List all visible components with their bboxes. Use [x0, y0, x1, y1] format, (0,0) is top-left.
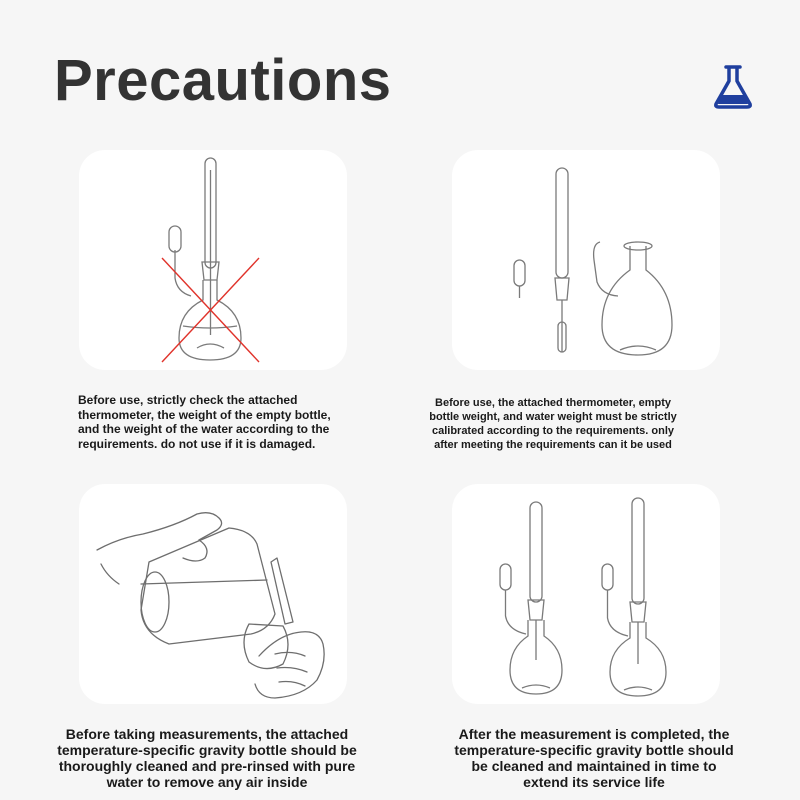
illustration-card-2: [452, 150, 720, 370]
crossed-out-pycnometer-illustration: [79, 150, 347, 370]
caption-line: Before use, the attached thermometer, empty: [435, 397, 671, 409]
caption-line: extend its service life: [523, 774, 665, 790]
caption-line: after meeting the requirements can it be used: [434, 439, 672, 451]
disassembled-pycnometer-illustration: [452, 150, 720, 370]
page-title: Precautions: [54, 48, 392, 113]
caption-line: calibrated according to the requirements. only: [431, 425, 675, 437]
caption-line: Before use, strictly check the attached: [78, 393, 298, 407]
caption-line: water to remove any air inside: [106, 774, 308, 790]
caption-card-2: [400, 396, 706, 452]
flask-icon: [712, 64, 754, 110]
caption-line: After the measurement is completed, the: [458, 726, 730, 742]
caption-card-1: [78, 393, 388, 451]
caption-card-4: [412, 726, 776, 790]
illustration-card-1: [79, 150, 347, 370]
caption-line: be cleaned and maintained in time to: [471, 758, 717, 774]
caption-line: thoroughly cleaned and pre-rinsed with pure: [58, 758, 356, 774]
illustration-card-3: [79, 484, 347, 704]
caption-card-3: [24, 726, 390, 790]
caption-line: thermometer, the weight of the empty bottle,: [78, 407, 331, 422]
caption-line: temperature-specific gravity bottle should be: [57, 742, 357, 758]
hands-rinsing-bottle-illustration: [79, 484, 347, 704]
caption-line: and the weight of the water according to the: [78, 422, 330, 436]
caption-line: bottle weight, and water weight must be strictly: [429, 411, 677, 423]
caption-line: requirements. do not use if it is damaged.: [78, 436, 316, 451]
caption-line: Before taking measurements, the attached: [65, 726, 349, 742]
illustration-card-4: [452, 484, 720, 704]
caption-line: temperature-specific gravity bottle should: [454, 742, 734, 758]
two-pycnometers-illustration: [452, 484, 720, 704]
